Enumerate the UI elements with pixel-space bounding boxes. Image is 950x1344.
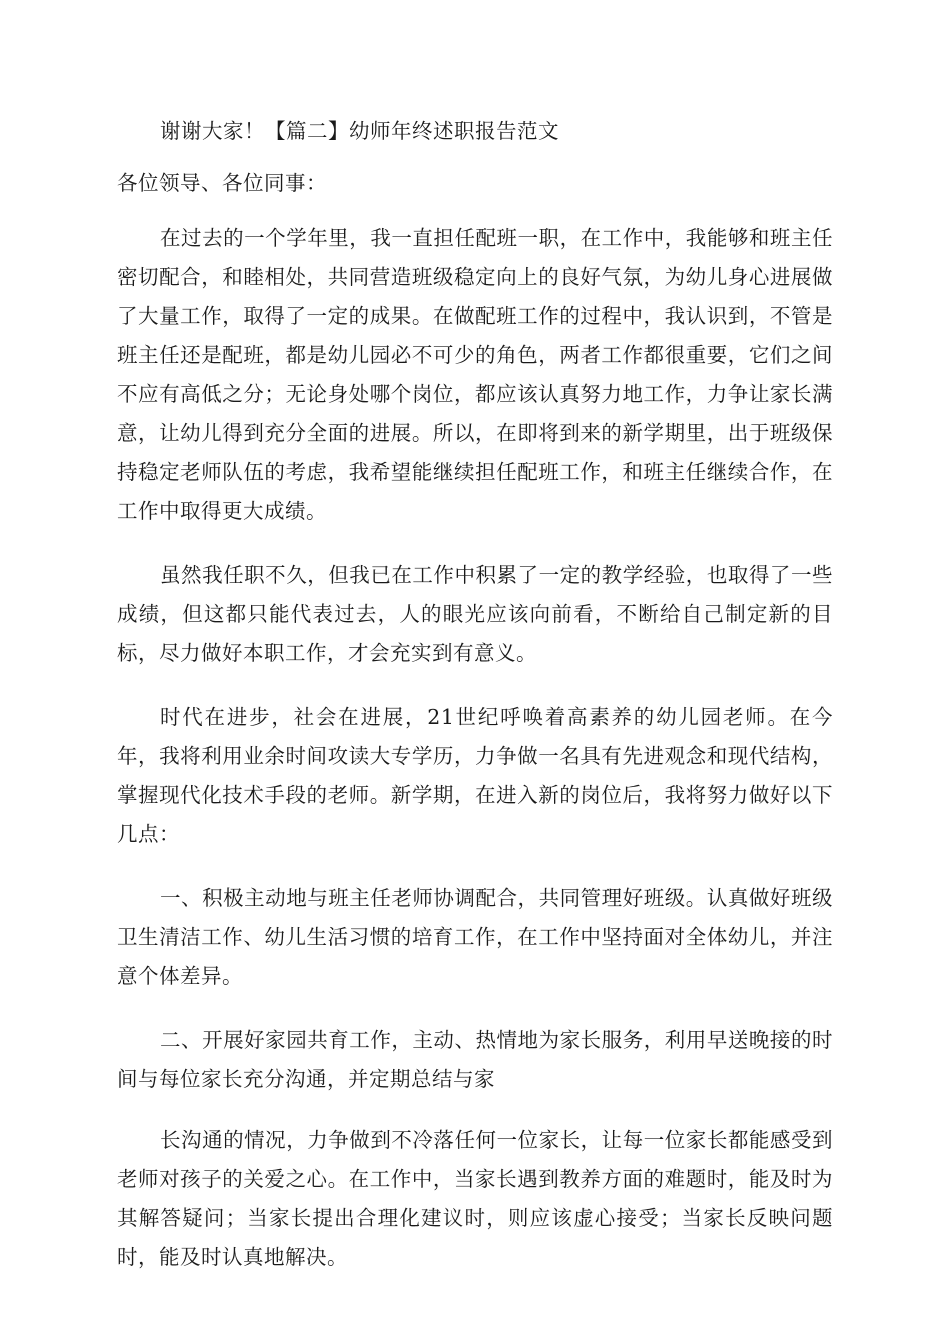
paragraph-6: 长沟通的情况，力争做到不冷落任何一位家长，让每一位家长都能感受到老师对孩子的关爱之心。在工作中，当家长遇到教养方面的难题时，能及时为其解答疑问；当家长提出合理化建议时，则应该虚心接受；当家长反映问题时，能及时认真地解决。	[117, 1128, 833, 1269]
paragraph-3: 时代在进步，社会在进展，21世纪呼唤着高素养的幼儿园老师。在今年，我将利用业余时间攻读大专学历，力争做一名具有先进观念和现代结构，掌握现代化技术手段的老师。新学期，在进入新的岗位后，我将努力做好以下几点：	[117, 705, 833, 846]
paragraph-2: 虽然我任职不久，但我已在工作中积累了一定的教学经验，也取得了一些成绩，但这都只能代表过去，人的眼光应该向前看，不断给自己制定新的目标，尽力做好本职工作，才会充实到有意义。	[117, 563, 833, 665]
paragraph-5: 二、开展好家园共育工作，主动、热情地为家长服务，利用早送晚接的时间与每位家长充分沟通，并定期总结与家	[117, 1028, 833, 1091]
paragraph-1: 在过去的一个学年里，我一直担任配班一职，在工作中，我能够和班主任密切配合，和睦相处，共同营造班级稳定向上的良好气氛，为幼儿身心进展做了大量工作，取得了一定的成果。在做配班工作的过程中，我认识到，不管是班主任还是配班，都是幼儿园必不可少的角色，两者工作都很重要，它们之间不应有高低之分；无论身处哪个岗位，都应该认真努力地工作，力争让家长满意，让幼儿得到充分全面的进展。所以，在即将到来的新学期里，出于班级保持稳定老师队伍的考虑，我希望能继续担任配班工作，和班主任继续合作，在工作中取得更大成绩。	[117, 226, 833, 523]
document-page	[117, 112, 833, 1277]
paragraph-4: 一、积极主动地与班主任老师协调配合，共同管理好班级。认真做好班级卫生清洁工作、幼儿生活习惯的培育工作，在工作中坚持面对全体幼儿，并注意个体差异。	[117, 886, 833, 988]
section-heading-line: 谢谢大家！【篇二】幼师年终述职报告范文	[160, 119, 559, 143]
salutation: 各位领导、各位同事：	[117, 171, 327, 195]
